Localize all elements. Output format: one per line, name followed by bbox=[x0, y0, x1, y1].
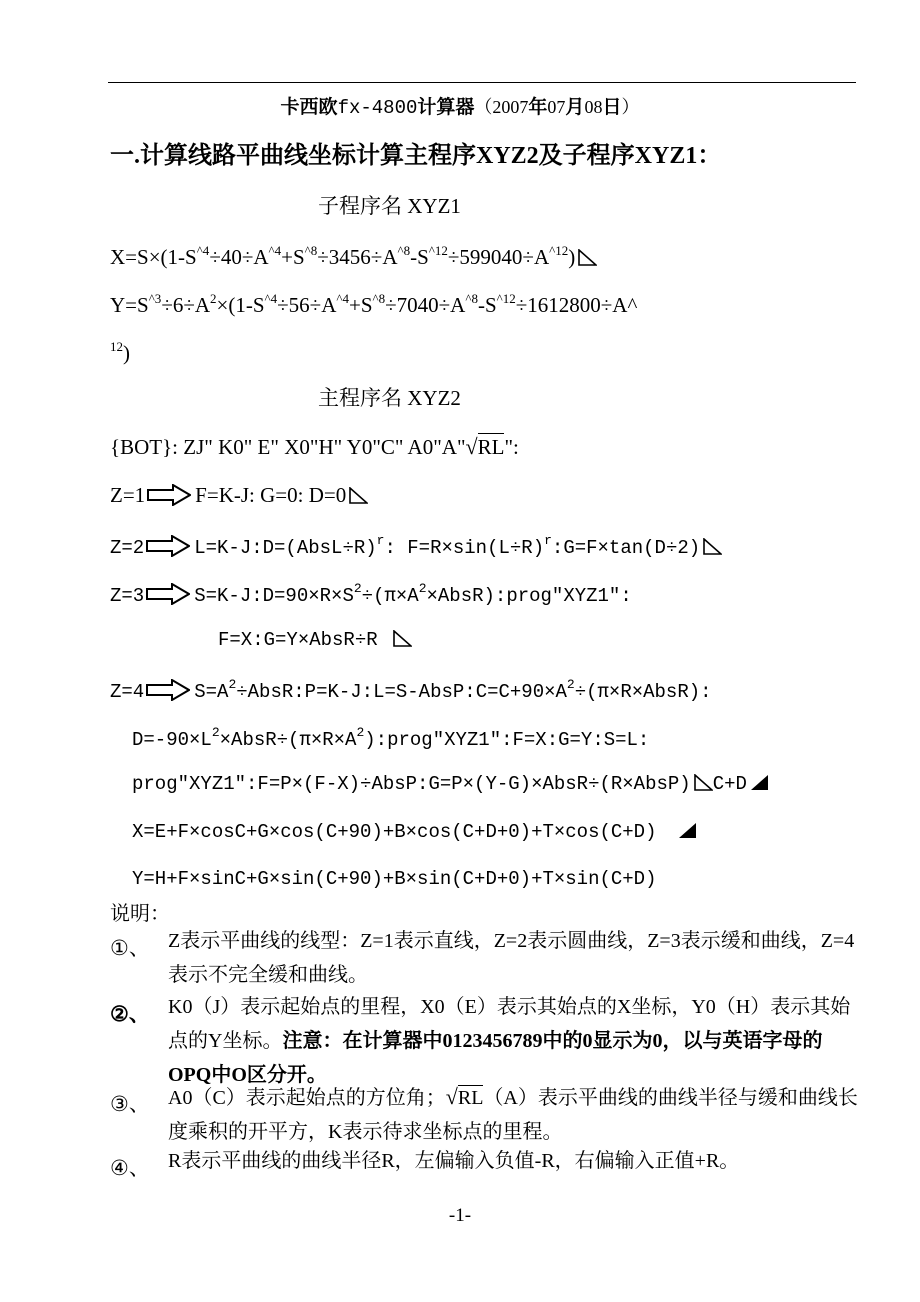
branch-exp: 2 bbox=[353, 581, 362, 596]
branch-z3 bbox=[110, 582, 632, 606]
x-formula-exp: ^12 bbox=[428, 243, 448, 258]
header-month-unit: 月 bbox=[565, 97, 585, 118]
notes-heading: 说明： bbox=[110, 903, 170, 925]
sqrt-argument: RL bbox=[457, 1087, 484, 1109]
note-2-text-a: K0（J）表示起始点的里程，X0（E）表示其始点的X坐标，Y0（H）表示其始点的Y坐标。 bbox=[168, 996, 851, 1052]
outline-right-arrow-icon bbox=[146, 679, 190, 701]
header-brand: 卡西欧 bbox=[280, 97, 338, 118]
branch-body: ×AbsR):prog"XYZ1": bbox=[426, 585, 632, 607]
header-year: 2007 bbox=[492, 97, 529, 117]
note-3-text bbox=[168, 1080, 858, 1149]
header-date-open: （ bbox=[474, 97, 493, 117]
branch-z1 bbox=[110, 484, 368, 506]
y-formula-exp: 12 bbox=[110, 339, 123, 354]
branch-z3-cont bbox=[218, 630, 412, 650]
square-root-icon: √RL bbox=[465, 434, 505, 459]
branch-body: X=E+F×cosC+G×cos(C+90)+B×cos(C+D+0)+T×cos(C+D) bbox=[132, 821, 657, 843]
branch-exp: 2 bbox=[418, 581, 427, 596]
branch-condition: Z=3 bbox=[110, 585, 145, 607]
note-2-text bbox=[168, 990, 858, 1092]
note-number: ③、 bbox=[110, 1092, 150, 1116]
x-formula-part: ) bbox=[568, 245, 576, 269]
input-line-suffix: ": bbox=[504, 435, 519, 459]
input-line-prefix: {BOT}: ZJ" K0" E" X0"H" Y0"C" A0"A" bbox=[110, 435, 466, 459]
branch-exp: 2 bbox=[356, 725, 365, 740]
x-formula-part: X=S×(1-S bbox=[110, 245, 197, 269]
x-formula-part: ÷40÷A bbox=[209, 245, 269, 269]
display-triangle-icon bbox=[348, 487, 368, 504]
main-program-input-line bbox=[110, 436, 519, 458]
header-day-unit: 日 bbox=[602, 97, 622, 118]
branch-body: :G=F×tan(D÷2) bbox=[551, 537, 701, 559]
branch-condition: Z=1 bbox=[110, 483, 146, 507]
branch-body: ÷AbsR:P=K-J:L=S-AbsP:C=C+90×A bbox=[236, 681, 567, 703]
branch-exp: 2 bbox=[211, 725, 220, 740]
output-filled-triangle-icon bbox=[749, 774, 769, 791]
x-formula-exp: ^4 bbox=[268, 243, 282, 258]
note-number: ①、 bbox=[110, 936, 150, 960]
y-formula-part: ÷1612800÷A^ bbox=[515, 293, 638, 317]
note-3-text-b: （A）表示平曲线的曲线半径与缓和曲线长度乘积的开平方，K表示待求坐标点的里程。 bbox=[168, 1087, 858, 1143]
x-formula-part: ÷3456÷A bbox=[317, 245, 398, 269]
header-month: 07 bbox=[547, 97, 566, 117]
branch-z4-line3 bbox=[132, 774, 769, 794]
branch-body: C+D bbox=[712, 773, 747, 795]
branch-body: prog"XYZ1":F=P×(F-X)÷AbsP:G=P×(Y-G)×AbsR÷(R×AbsP) bbox=[132, 773, 691, 795]
outline-right-arrow-icon bbox=[146, 535, 190, 557]
x-formula-part: -S bbox=[410, 245, 429, 269]
header-model: fx-4800 bbox=[337, 97, 418, 119]
branch-body: ÷(π×A bbox=[361, 585, 419, 607]
header-device: 计算器 bbox=[417, 97, 475, 118]
branch-z4-line2 bbox=[132, 726, 649, 750]
sub-program-y-formula-cont bbox=[110, 340, 130, 364]
branch-condition: Z=4 bbox=[110, 681, 145, 703]
header-rule bbox=[108, 82, 856, 83]
x-formula-exp: ^8 bbox=[304, 243, 318, 258]
branch-exp: 2 bbox=[566, 677, 575, 692]
outline-right-arrow-icon bbox=[146, 583, 190, 605]
branch-body: ÷(π×R×AbsR): bbox=[574, 681, 712, 703]
display-triangle-icon bbox=[702, 538, 722, 555]
branch-body: F=K-J: G=0: D=0 bbox=[195, 483, 347, 507]
x-formula-exp: ^8 bbox=[397, 243, 411, 258]
y-formula-exp: ^8 bbox=[372, 291, 386, 306]
y-formula-part: ÷7040÷A bbox=[385, 293, 466, 317]
sub-program-x-formula bbox=[110, 244, 597, 268]
note-number: ④、 bbox=[110, 1156, 150, 1180]
page-number: -1- bbox=[448, 1205, 472, 1226]
branch-body: : F=R×sin(L÷R) bbox=[384, 537, 545, 559]
y-formula-exp: ^3 bbox=[148, 291, 162, 306]
branch-body: ):prog"XYZ1":F=X:G=Y:S=L: bbox=[364, 729, 650, 751]
branch-condition: Z=2 bbox=[110, 537, 145, 559]
sub-program-name: 子程序名 XYZ1 bbox=[318, 194, 461, 218]
main-program-name: 主程序名 XYZ2 bbox=[318, 386, 461, 410]
y-formula-exp: ^12 bbox=[496, 291, 516, 306]
sub-program-y-formula bbox=[110, 292, 637, 316]
header-year-unit: 年 bbox=[528, 97, 548, 118]
note-3-text-a: A0（C）表示起始点的方位角； bbox=[168, 1087, 446, 1109]
display-triangle-icon bbox=[577, 249, 597, 266]
branch-body: S=K-J:D=90×R×S bbox=[194, 585, 354, 607]
note-number: ②、 bbox=[110, 1002, 150, 1026]
y-formula-part: +S bbox=[348, 293, 373, 317]
note-2-warning: 注意：在计算器中0123456789中的0显示为0，以与英语字母的OPQ中O区分开。 bbox=[168, 1030, 823, 1086]
x-formula-part: ÷599040÷A bbox=[447, 245, 550, 269]
sqrt-argument: RL bbox=[477, 435, 505, 459]
section-title: 一.计算线路平曲线坐标计算主程序XYZ2及子程序XYZ1： bbox=[110, 143, 722, 169]
x-formula-part: +S bbox=[281, 245, 305, 269]
y-formula-exp: ^4 bbox=[264, 291, 278, 306]
output-filled-triangle-icon bbox=[677, 822, 697, 839]
y-formula-part: ÷6÷A bbox=[161, 293, 211, 317]
branch-body: D=-90×L bbox=[132, 729, 212, 751]
branch-z4-line4 bbox=[132, 822, 697, 842]
x-formula-exp: ^12 bbox=[549, 243, 569, 258]
branch-exp: 2 bbox=[228, 677, 237, 692]
outline-right-arrow-icon bbox=[147, 484, 191, 506]
branch-body: L=K-J:D=(AbsL÷R) bbox=[194, 537, 377, 559]
display-triangle-icon bbox=[693, 774, 713, 791]
y-formula-part: Y=S bbox=[110, 293, 149, 317]
y-formula-exp: 2 bbox=[210, 291, 217, 306]
y-formula-part: -S bbox=[477, 293, 497, 317]
branch-exp: r bbox=[376, 533, 385, 548]
branch-body: ×AbsR÷(π×R×A bbox=[219, 729, 357, 751]
y-formula-part: ×(1-S bbox=[216, 293, 265, 317]
square-root-icon: √RL bbox=[445, 1084, 484, 1109]
document-header bbox=[0, 98, 920, 118]
y-formula-exp: ^8 bbox=[465, 291, 478, 306]
header-day: 08 bbox=[584, 97, 603, 117]
branch-body: F=X:G=Y×AbsR÷R bbox=[218, 629, 378, 651]
branch-body: S=A bbox=[194, 681, 229, 703]
y-formula-part: ) bbox=[123, 341, 130, 365]
branch-z2 bbox=[110, 534, 722, 558]
note-1-text: Z表示平曲线的线型：Z=1表示直线，Z=2表示圆曲线，Z=3表示缓和曲线，Z=4表示不完全缓和曲线。 bbox=[168, 930, 855, 986]
branch-z4 bbox=[110, 678, 712, 702]
display-triangle-icon bbox=[392, 630, 412, 647]
note-4-text: R表示平曲线的曲线半径R，左偏输入负值-R，右偏输入正值+R。 bbox=[168, 1150, 740, 1172]
branch-z4-line5: Y=H+F×sinC+G×sin(C+90)+B×sin(C+D+0)+T×sin(C+D) bbox=[132, 868, 657, 890]
header-date-close: ） bbox=[621, 97, 640, 117]
y-formula-part: ÷56÷A bbox=[277, 293, 337, 317]
branch-exp: r bbox=[544, 533, 552, 548]
x-formula-exp: ^4 bbox=[196, 243, 210, 258]
y-formula-exp: ^4 bbox=[336, 291, 349, 306]
